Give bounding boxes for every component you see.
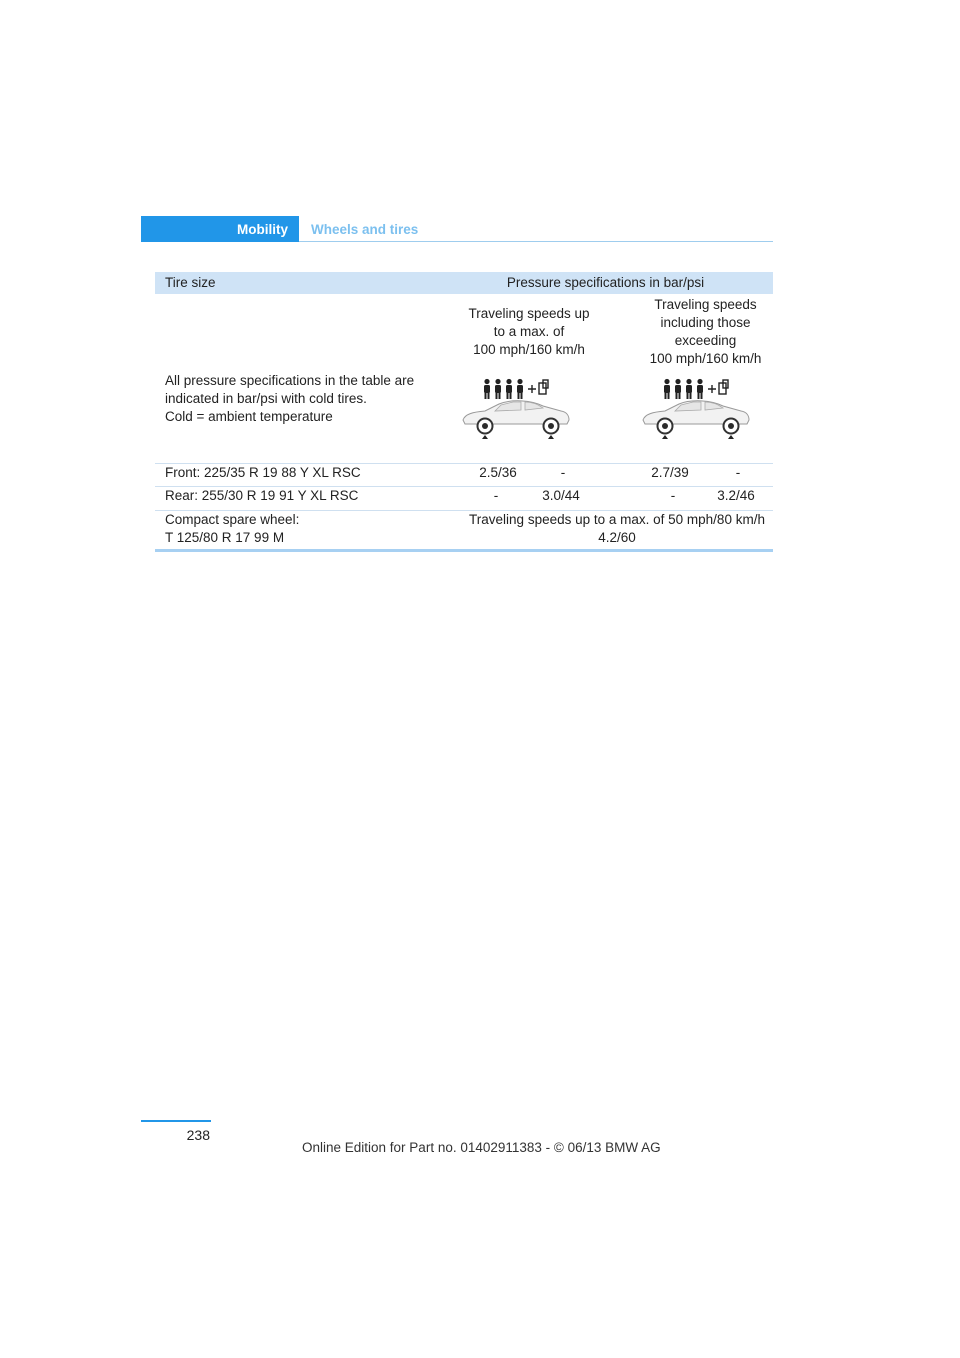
col-header-tire-size: Tire size xyxy=(165,275,216,290)
page-number-rule xyxy=(141,1120,211,1122)
tire-pressure-table xyxy=(155,272,773,554)
pressure-cell: 2.7/39 xyxy=(651,465,689,480)
pressure-cell: 2.5/36 xyxy=(479,465,517,480)
chapter-tab: Mobility xyxy=(141,216,299,242)
running-header xyxy=(141,216,773,243)
pressure-cell: - xyxy=(735,465,741,480)
pressure-cell: - xyxy=(493,488,499,503)
tire-size-cell: Front: 225/35 R 19 88 Y XL RSC xyxy=(165,465,361,480)
car-outline xyxy=(463,401,569,439)
spare-pressure: 4.2/60 xyxy=(598,530,636,545)
passengers-icon xyxy=(664,379,703,399)
tire-size-cell: Rear: 255/30 R 19 91 Y XL RSC xyxy=(165,488,359,503)
table-bottom-rule xyxy=(155,549,773,552)
speed-high-label: Traveling speeds including those exceeding 100 mph/160 km/h xyxy=(649,297,762,366)
spare-speed-limit: Traveling speeds up to a max. of 50 mph/80 km/h xyxy=(469,512,765,527)
spare-tire-size: T 125/80 R 17 99 M xyxy=(165,530,285,545)
pressure-cell: 3.2/46 xyxy=(717,488,755,503)
pressure-cell: 3.0/44 xyxy=(542,488,580,503)
passengers-icon xyxy=(484,379,523,399)
section-title: Wheels and tires xyxy=(311,222,419,237)
page-number: 238 xyxy=(186,1127,210,1143)
spare-label: Compact spare wheel: xyxy=(165,512,300,527)
car-outline xyxy=(643,401,749,439)
pressure-cell: - xyxy=(670,488,676,503)
header-rule xyxy=(299,241,773,242)
pressure-note: All pressure specifications in the table are indicated in bar/psi with cold tires. Cold = ambient temperature xyxy=(165,373,415,424)
luggage-icon xyxy=(528,380,548,394)
footer-text: Online Edition for Part no. 01402911383 - © 06/13 BMW AG xyxy=(302,1140,661,1155)
car-load-illustration-high-speed xyxy=(635,378,755,442)
speed-low-label: Traveling speeds up to a max. of 100 mph/160 km/h xyxy=(468,306,590,357)
table-header xyxy=(155,272,773,294)
col-header-pressure: Pressure specifications in bar/psi xyxy=(506,275,705,290)
pressure-cell: - xyxy=(560,465,566,480)
luggage-icon xyxy=(708,380,728,394)
car-load-illustration-low-speed xyxy=(455,378,575,442)
